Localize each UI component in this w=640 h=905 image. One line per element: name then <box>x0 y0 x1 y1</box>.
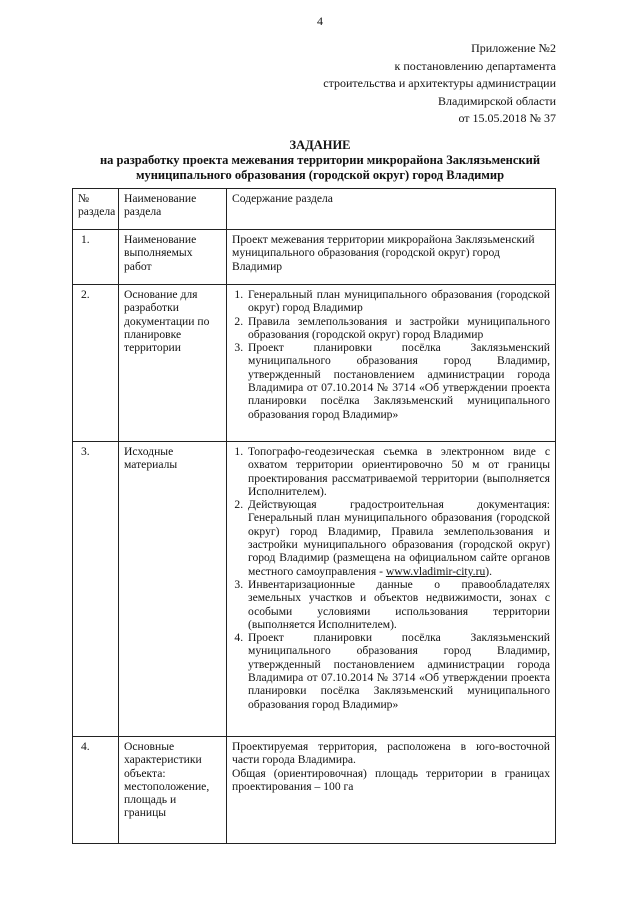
numbered-list <box>232 288 550 421</box>
content-paragraph: Проектируемая территория, расположена в юго-восточной части города Владимира. <box>232 740 550 767</box>
row-name: Основные характеристики объекта: местоположение, площадь и границы <box>119 737 227 844</box>
list-item: 2. Правила землепользования и застройки муниципального образования (городской округ) город Владимир <box>246 315 550 342</box>
header-content: Содержание раздела <box>227 189 556 230</box>
title-line: на разработку проекта межевания территории микрорайона Заклязьменский <box>99 153 541 167</box>
row-num: 2. <box>73 285 119 442</box>
list-item: 1. Топографо-геодезическая съемка в электронном виде с охватом территории ориентировочно 50 м от границы проектирования рассматриваемой территории (выполняется Исполнителем). <box>246 445 550 498</box>
appendix-line: к постановлению департамента <box>394 58 556 73</box>
appendix-block <box>323 40 556 128</box>
header-num: № раздела <box>73 189 119 230</box>
table-row <box>73 285 556 442</box>
list-item <box>246 498 550 578</box>
document-title <box>60 138 580 183</box>
row-content <box>227 442 556 737</box>
list-item: 3. Инвентаризационные данные о правообладателях земельных участков и объектов недвижимости, зонах с особыми условиями использования территории (выполняется Исполнителем). <box>246 578 550 631</box>
numbered-list <box>232 445 550 711</box>
appendix-line: от 15.05.2018 № 37 <box>458 111 556 125</box>
row-content <box>227 737 556 844</box>
list-item: 1. Генеральный план муниципального образования (городской округ) город Владимир <box>246 288 550 315</box>
row-content: Проект межевания территории микрорайона Заклязьменский муниципального образования (городской округ) город Владимир <box>227 230 556 285</box>
list-item-text-end: ). <box>485 564 493 578</box>
table-row <box>73 442 556 737</box>
list-item: 4. Проект планировки посёлка Заклязьменский муниципального образования город Владимир, утвержденный постановлением администрации города Владимира от 07.10.2014 № 3714 «Об утверждении проекта планировки посёлка Заклязьменский муниципального образования город Владимир» <box>246 631 550 711</box>
table-header-row <box>73 189 556 230</box>
page-number: 4 <box>317 14 323 28</box>
title-line: муниципального образования (городской округ) город Владимир <box>135 168 505 182</box>
table-row <box>73 230 556 285</box>
row-name: Наименование выполняемых работ <box>119 230 227 285</box>
website-link[interactable]: www.vladimir-city.ru <box>385 564 486 578</box>
row-num: 3. <box>73 442 119 737</box>
title-heading: ЗАДАНИЕ <box>289 138 351 152</box>
row-name: Основание для разработки документации по планировке территории <box>119 285 227 442</box>
list-item-text: Действующая градостроительная документация: Генеральный план муниципального образования (городской округ) город Владимир, Правила землепользования и застройки муниципального образования (городской округ) город Владимир (размещена на официальном сайте органов местного самоуправления - <box>248 498 550 578</box>
row-content <box>227 285 556 442</box>
content-paragraph: Общая (ориентировочная) площадь территории в границах проектирования – 100 га <box>232 766 550 793</box>
appendix-line: строительства и архитектуры администрации <box>323 76 556 90</box>
row-num: 4. <box>73 737 119 844</box>
task-table <box>72 188 556 844</box>
list-item: 3. Проект планировки посёлка Заклязьменский муниципального образования город Владимир, утвержденный постановлением администрации города Владимира от 07.10.2014 № 3714 «Об утверждении проекта планировки посёлка Заклязьменский муниципального образования город Владимир» <box>246 341 550 421</box>
row-name: Исходные материалы <box>119 442 227 737</box>
appendix-line: Владимирской области <box>438 93 556 108</box>
header-name: Наименование раздела <box>119 189 227 230</box>
row-num: 1. <box>73 230 119 285</box>
appendix-line: Приложение №2 <box>471 41 556 55</box>
table-row <box>73 737 556 844</box>
